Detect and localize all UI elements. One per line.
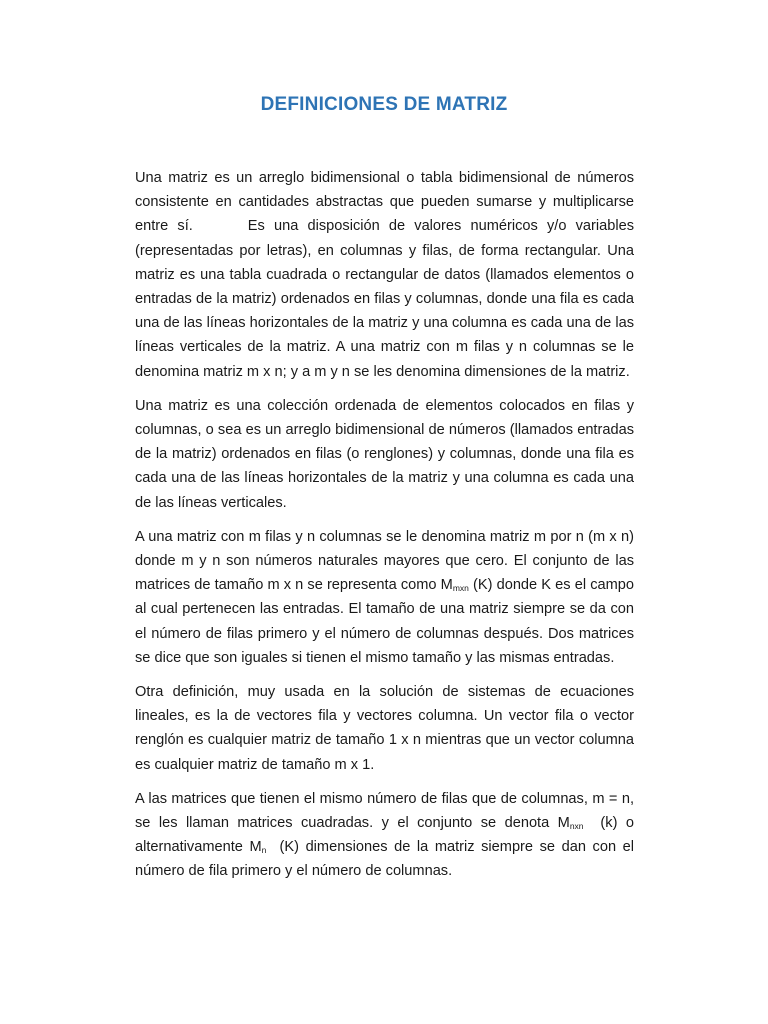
subscript-nxn: nxn xyxy=(569,821,584,832)
paragraph-4: Otra definición, muy usada en la solución de sistemas de ecuaciones lineales, es la de vectores fila y vectores columna. Un vector fila o vector renglón es cualquier matriz de tamaño 1 x n mientras que un vector columna es cualquier matriz de tamaño m x 1. xyxy=(135,684,634,773)
document-body xyxy=(135,166,634,894)
paragraph-1: Una matriz es un arreglo bidimensional o tabla bidimensional de números consistente en cantidades abstractas que pueden sumarse y multiplicarse entre sí. Es una disposición de valores numéricos y/o variables (representadas por letras), en columnas y filas, de forma rectangular. Una matriz es una tabla cuadrada o rectangular de datos (llamados elementos o entradas de la matriz) ordenados en filas y columnas, donde una fila es cada una de las líneas horizontales de la matriz y una columna es cada una de las líneas verticales de la matriz. A una matriz con m filas y n columnas se le denomina matriz m x n; y a m y n se les denomina dimensiones de la matriz. xyxy=(135,170,634,380)
document-title: DEFINICIONES DE MATRIZ xyxy=(260,94,508,115)
paragraph-3 xyxy=(135,525,634,670)
paragraph-3-text-a: A una matriz con m filas y n columnas se le denomina matriz m por n (m x n) donde m y n son números naturales mayores que cero. El conjunto de las matrices de tamaño m x n se representa como M xyxy=(135,528,634,594)
paragraph-3-text-b: (K) donde K es el campo al cual pertenecen las entradas. El tamaño de una matriz siempre se da con el número de filas primero y el número de columnas después. Dos matrices se dice que son iguales si tienen el mismo tamaño y las mismas entradas. xyxy=(135,577,634,666)
paragraph-2: Una matriz es una colección ordenada de elementos colocados en filas y columnas, o sea es un arreglo bidimensional de números (llamados entradas de la matriz) ordenados en filas (o renglones) y columnas, donde una fila es cada una de las líneas horizontales de la matriz y una columna es cada una de las líneas verticales. xyxy=(135,397,634,511)
subscript-n: n xyxy=(261,845,267,856)
paragraph-5-text-b: (k) o alternativamente M xyxy=(135,815,634,856)
paragraph-5-text-c: (K) dimensiones de la matriz siempre se dan con el número de fila primero y el número de columnas. xyxy=(135,839,634,880)
paragraph-5 xyxy=(135,787,634,884)
paragraph-5-text-a: A las matrices que tienen el mismo número de filas que de columnas, m = n, se les llaman matrices cuadradas. y el conjunto se denota M xyxy=(135,790,634,832)
subscript-mxn: mxn xyxy=(452,583,469,594)
